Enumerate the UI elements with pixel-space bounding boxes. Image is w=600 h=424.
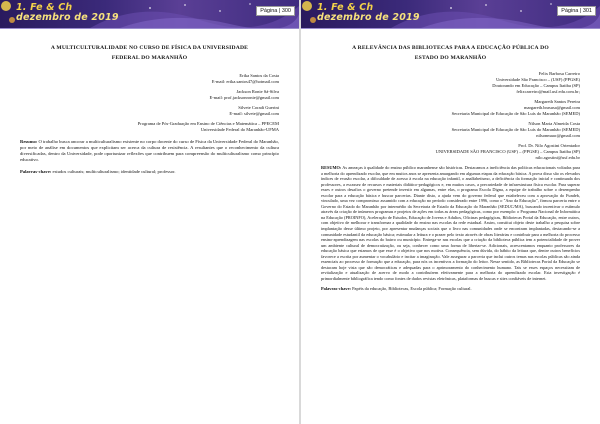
author-entry <box>321 99 580 117</box>
author-email: E-mail: prof.jacksonronie@gmail.com <box>209 95 279 100</box>
abstract-label: RESUMO: <box>321 165 342 170</box>
keywords <box>321 286 580 292</box>
keywords <box>20 169 279 175</box>
author-line: Margareth Santos Pereira <box>534 99 580 104</box>
affiliation-line: Universidade Federal do Maranhão-UFMA <box>200 127 279 132</box>
author-name: Erika Santos da Costa <box>239 73 279 78</box>
abstract-text: As ameaças à qualidade do ensino público maranhense são históricas. Destacamos a ineficiência das políticas educacionais voltadas para a melhoria do aprendizado escolar, que em muitos anos se apresenta amargando em algumas etapas da educação básica. A prova disso são os elevados índices de evasão escolar, a dificuldade de acesso à escola na educação infantil, o analfabetismo, a deficiência da formação inicial e continuada dos professores, a escassez de recursos e materiais didático-pedagógicos e, em muitos casos, a precariedade de infraestrutura física escolar. Para superar esses e outros desafios o governo pretende investir em algumas, entre elas, o programa Escola Digna, a equipe de trabalho sobre o desempenho escolar para a educação básica e buscar parcerias. Diante disto, a ajuda vem do governo federal que estabeleceu com a aprovação do Fundeb, vinculado, uma vez compromisso assumido com a educação no período considerado entre 1996, como o "Ano da Educação", firmou parceria entre o Governo do Estado do Maranhão por intermédio da Secretaria de Estado da Educação do Maranhão (SEDUC/MA), buscando incentivar o estímulo através da criação de inúmeros programas e projetos de ações em todas as áreas pedagógicas, como por exemplo: o Programa Nacional de Informática na Educação (PROINFO), Aceleração de Estudos, Educação de Jovens e Adultos, Oficinas pedagógicas, Bibliotecas Portal da Educação, entre outros, com objetivo de melhorar e transformar a qualidade do ensino nas escolas da rede estadual. Assim, constitui objeto deste trabalho a pesquisa sobre implantação desse último projeto, por apresentar mudanças sociais que o livro nas comunidades onde se encontram implantadas, destacando-se a comunidade estudantil da educação básica; estimular a leitura e o prazer pelo texto através de obras literárias e contribuir para a melhoria do processo ensino-aprendizagem nas escolas do bairro ou município. Entrega-se nas escolas que a criação da biblioteca pública tem a potencialidade de prover um ambiente cultural de democratização, ou seja, conhecer como uma forma de libertar-se. Adicionais, acrescentamos enquanto professores da educação básica que estamos de que esse é o objetivo que nos motiva. Consequência, sem dúvida, do hábito da leitura que, dentre outros benefícios favorece a escrita por aumentar o vocabulário e incitar a imaginação. Vale assegurar a parceria que inclui outros temas nas escolas públicas são ainda essenciais ao processo de formação que a educação, para nós os incentivos a formação do leitor. Nesse sentido, as Bibliotecas Portal da Educação se destacam hoje vista que são democráticas e adequadas para o aprimoramento do conhecimento humano. Tais se esses espaços necessitam de revitalização e atualização de acervo de modo a contribuírem efetivamente para a melhoria do aprendizado escolar. Esta investigação é primordialmente bibliográfica tendo como fontes de dados revistas eletrônicas, plataformas de buscas e sites confiáveis de internet. <box>321 165 580 281</box>
author-line: Doutorando em Educação – Campus Itatiba (SP) <box>492 83 580 88</box>
keywords-text: Papéis da educação, Bibliotecas, Escola pública; Formação cultural. <box>352 286 472 292</box>
author-entry <box>321 121 580 139</box>
left-page-content <box>0 43 299 175</box>
left-page <box>0 0 299 424</box>
author-entry <box>321 71 580 95</box>
event-logo <box>16 3 119 23</box>
author-line: Universidade São Francisco – (USF) (PPGSE) <box>496 77 580 82</box>
author-list <box>20 73 279 133</box>
author-line: Prof. Dr. Nilo Agostini Orientador <box>518 143 580 148</box>
event-banner <box>301 0 600 29</box>
keywords-label: Palavras-chave: <box>20 168 52 174</box>
event-logo-line2: dezembro de 2019 <box>317 12 420 23</box>
affiliation <box>20 121 279 133</box>
author-entry <box>20 89 279 101</box>
event-logo <box>317 3 420 23</box>
author-email: E-mail: silvete@gmail.com <box>229 111 279 116</box>
author-name: Silvete Coradi Guerini <box>238 105 279 110</box>
event-logo-line1: 1. Fe & Ch <box>16 2 73 13</box>
abstract <box>321 165 580 281</box>
author-entry <box>20 105 279 117</box>
paper-title-line2: FEDERAL DO MARANHÃO <box>111 55 188 61</box>
author-email: E-mail: erika.santos47@hotmail.com <box>211 79 279 84</box>
author-entry <box>20 73 279 85</box>
author-line: Secretaria Municipal de Educação de São Luís do Maranhão (SEMED) <box>451 111 580 116</box>
author-line: margareth.brasusa@gmail.com <box>523 105 580 110</box>
right-page <box>301 0 600 424</box>
affiliation-line: Programa de Pós-Graduação em Ensino de Ciências e Matemática – PPECEM <box>137 121 279 126</box>
keywords-label: Palavras-chave: <box>321 286 351 292</box>
author-list <box>321 71 580 161</box>
author-line: Secretaria Municipal de Educação de São Luís do Maranhão (SEMED) <box>451 127 580 132</box>
abstract-label: Resumo: <box>20 139 38 144</box>
paper-title-line1: A RELEVÂNCIA DAS BIBLIOTECAS PARA A EDUCAÇÃO PÚBLICA DO <box>352 45 549 51</box>
author-line: nilsonmaac@gmail.com <box>536 133 580 138</box>
author-line: Felix Barbosa Carreiro <box>538 71 580 76</box>
page-number: Página | 300 <box>256 6 295 16</box>
right-page-content <box>301 43 600 292</box>
page-number: Página | 301 <box>557 6 596 16</box>
paper-title-line2: ESTADO DO MARANHÃO <box>414 55 487 61</box>
keywords-text: estudos culturais; multiculturalismo; identidade cultural; professor. <box>52 168 176 174</box>
paper-title-line1: A MULTICULTURALIDADE NO CURSO DE FÍSICA DA UNIVERSIDADE <box>50 45 249 51</box>
abstract-text: O trabalho busca ancorar a multiculturalismo existente no corpo docente do curso de Física da Universidade Federal do Maranhão, por meio de análise em documentos que explicitam ser acerca da cultura de resistência. A resultantes que o reconhecimento da cultura diversificadas, dentro da Universidade, pode oportunizar reflexões que contribuem para compreensão do multiculturalismo como princípio educativo. <box>20 139 279 162</box>
event-banner <box>0 0 299 29</box>
author-line: Nilson Maria Almeida Costa <box>528 121 580 126</box>
author-line: felixcarreiro@mail.usf.edu.com.br; <box>516 89 580 94</box>
event-logo-line1: 1. Fe & Ch <box>317 2 374 13</box>
paper-title <box>321 43 580 63</box>
author-line: nilo.agostini@usf.edu.br <box>535 155 580 160</box>
author-name: Jackson Ronie Sá-Silva <box>236 89 279 94</box>
event-logo-line2: dezembro de 2019 <box>16 12 119 23</box>
author-line: UNIVERSIDADE SÃO FRANCISCO (USF) – (PPGSE) – Campus Itatiba (SP) <box>435 149 580 154</box>
paper-title <box>20 43 279 63</box>
abstract <box>20 139 279 163</box>
author-entry <box>321 143 580 161</box>
